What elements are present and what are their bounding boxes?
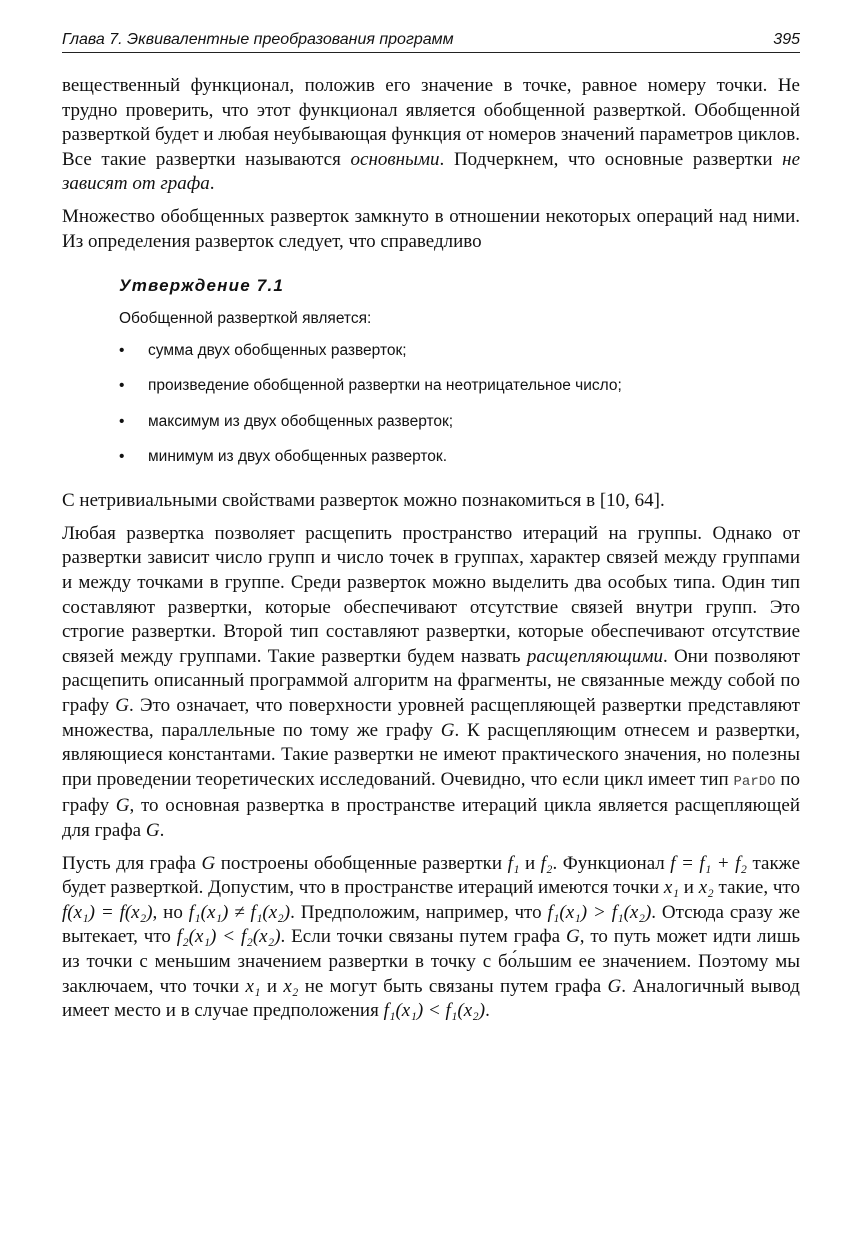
text: по графу xyxy=(62,768,801,817)
math: G xyxy=(145,819,160,841)
statement-block xyxy=(119,274,800,469)
list-item: • произведение обобщенной развертки на неотрицательное число; xyxy=(119,374,800,399)
text: , то путь может идти лишь из точки с меньшим значением развертки в точку с бо́льшим ее значением. Поэтому мы заключаем, что точки xyxy=(62,926,800,997)
text: . xyxy=(209,173,215,195)
statement-intro: Обобщенной разверткой является: xyxy=(119,309,372,327)
text: . Предположим, например, что xyxy=(290,901,548,923)
text: . Они позволяют расщепить описанный программой алгоритм на фрагменты, не связанные между собой по графу xyxy=(62,645,800,716)
text: также будет разверткой. Допустим, что в пространстве итераций имеются точки xyxy=(62,852,800,899)
text: . Подчеркнем, что основные развертки xyxy=(439,148,783,170)
text: построены обобщенные развертки xyxy=(215,852,508,874)
text: . Аналогичный вывод имеет место и в случае предположения xyxy=(62,975,800,1022)
list-item: • сумма двух обобщенных разверток; xyxy=(119,339,800,364)
text: Любая развертка позволяет расщепить пространство итераций на группы. Однако от развертки зависит число групп и число точек в группах, характер связей между группами и между точками в группе. Среди разверток можно выделить два особых типа. Один тип составляют развертки, которые обеспечивают отсутствие связей внутри групп. Это строгие развертки. Второй тип составляют развертки, которые обеспечивают отсутствие связей между группами. Такие развертки будем назвать xyxy=(62,522,800,667)
text: вещественный функционал, положив его значение в точке, равное номеру точки. Не трудно проверить, что этот функционал является обобщенной разверткой. Обобщенной разверткой будет и любая неубывающая функция от номеров значений параметров циклов. Все такие развертки называются xyxy=(62,75,800,170)
math: x₁ xyxy=(245,975,261,997)
math: G xyxy=(565,926,580,948)
text: , но xyxy=(152,901,189,923)
list-item: • максимум из двух обобщенных разверток; xyxy=(119,410,800,435)
text: Пусть для графа xyxy=(62,852,202,874)
page-number: 395 xyxy=(773,31,800,48)
text: . xyxy=(485,1000,490,1022)
math: f₁(x₁) > f₁(x₂) xyxy=(547,901,652,923)
math: f₂(x₁) < f₂(x₂) xyxy=(176,926,281,948)
text: . Функционал xyxy=(552,852,671,874)
math: f(x₁) = f(x₂) xyxy=(62,901,153,923)
chapter-title: Глава 7. Эквивалентные преобразования программ xyxy=(62,31,454,48)
math: G xyxy=(607,975,622,997)
math: f = f₁ + f₂ xyxy=(670,852,747,874)
emphasis: не зависят от графа xyxy=(62,148,801,195)
page-body xyxy=(62,74,800,1032)
math: x₂ xyxy=(698,877,714,899)
math: G xyxy=(115,694,130,716)
emphasis: расщепляющими xyxy=(526,645,663,667)
paragraph-3: С нетривиальными свойствами разверток можно познакомиться в [10, 64]. xyxy=(62,490,665,512)
paragraph-2: Множество обобщенных разверток замкнуто в отношении некоторых операций над ними. Из определения разверток следует, что справедливо xyxy=(62,205,800,252)
math: f₂ xyxy=(540,852,553,874)
text: и xyxy=(519,852,541,874)
list-item: • минимум из двух обобщенных разверток. xyxy=(119,445,800,470)
math: G xyxy=(440,719,455,741)
statement-title: Утверждение 7.1 xyxy=(119,276,285,296)
running-header xyxy=(62,30,800,53)
text: такие, что xyxy=(713,877,800,899)
emphasis: основными xyxy=(350,148,440,170)
text: . xyxy=(159,819,165,841)
text: . Это означает, что поверхности уровней расщепляющей развертки представляют множества, параллельные по тому же графу xyxy=(62,694,800,741)
text: , то основная развертка в пространстве итераций цикла является расщепляющей для графа xyxy=(62,795,800,841)
paragraph-4 xyxy=(62,522,800,844)
paragraph-1 xyxy=(62,74,800,197)
paragraph-5 xyxy=(62,852,800,1024)
text: . Если точки связаны путем графа xyxy=(280,926,566,948)
text: . Отсюда сразу же вытекает, что xyxy=(62,901,801,948)
math: x₁ xyxy=(663,877,679,899)
math: f₁ xyxy=(507,852,520,874)
statement-list xyxy=(119,339,800,469)
math: x₂ xyxy=(283,975,299,997)
math: G xyxy=(201,852,216,874)
text: и xyxy=(260,975,284,997)
text: . К расщепляющим отнесем и развертки, являющиеся константами. Такие развертки не имеют практического значения, но полезны при проведении теоретических исследований. Очевидно, что если цикл имеет тип xyxy=(62,719,801,790)
math: G xyxy=(115,795,130,817)
math: f₁(x₁) < f₁(x₂) xyxy=(383,1000,486,1022)
code-token: ParDO xyxy=(733,773,776,790)
text: не могут быть связаны путем графа xyxy=(298,975,608,997)
math: f₁(x₁) ≠ f₁(x₂) xyxy=(188,901,291,923)
text: и xyxy=(678,877,699,899)
